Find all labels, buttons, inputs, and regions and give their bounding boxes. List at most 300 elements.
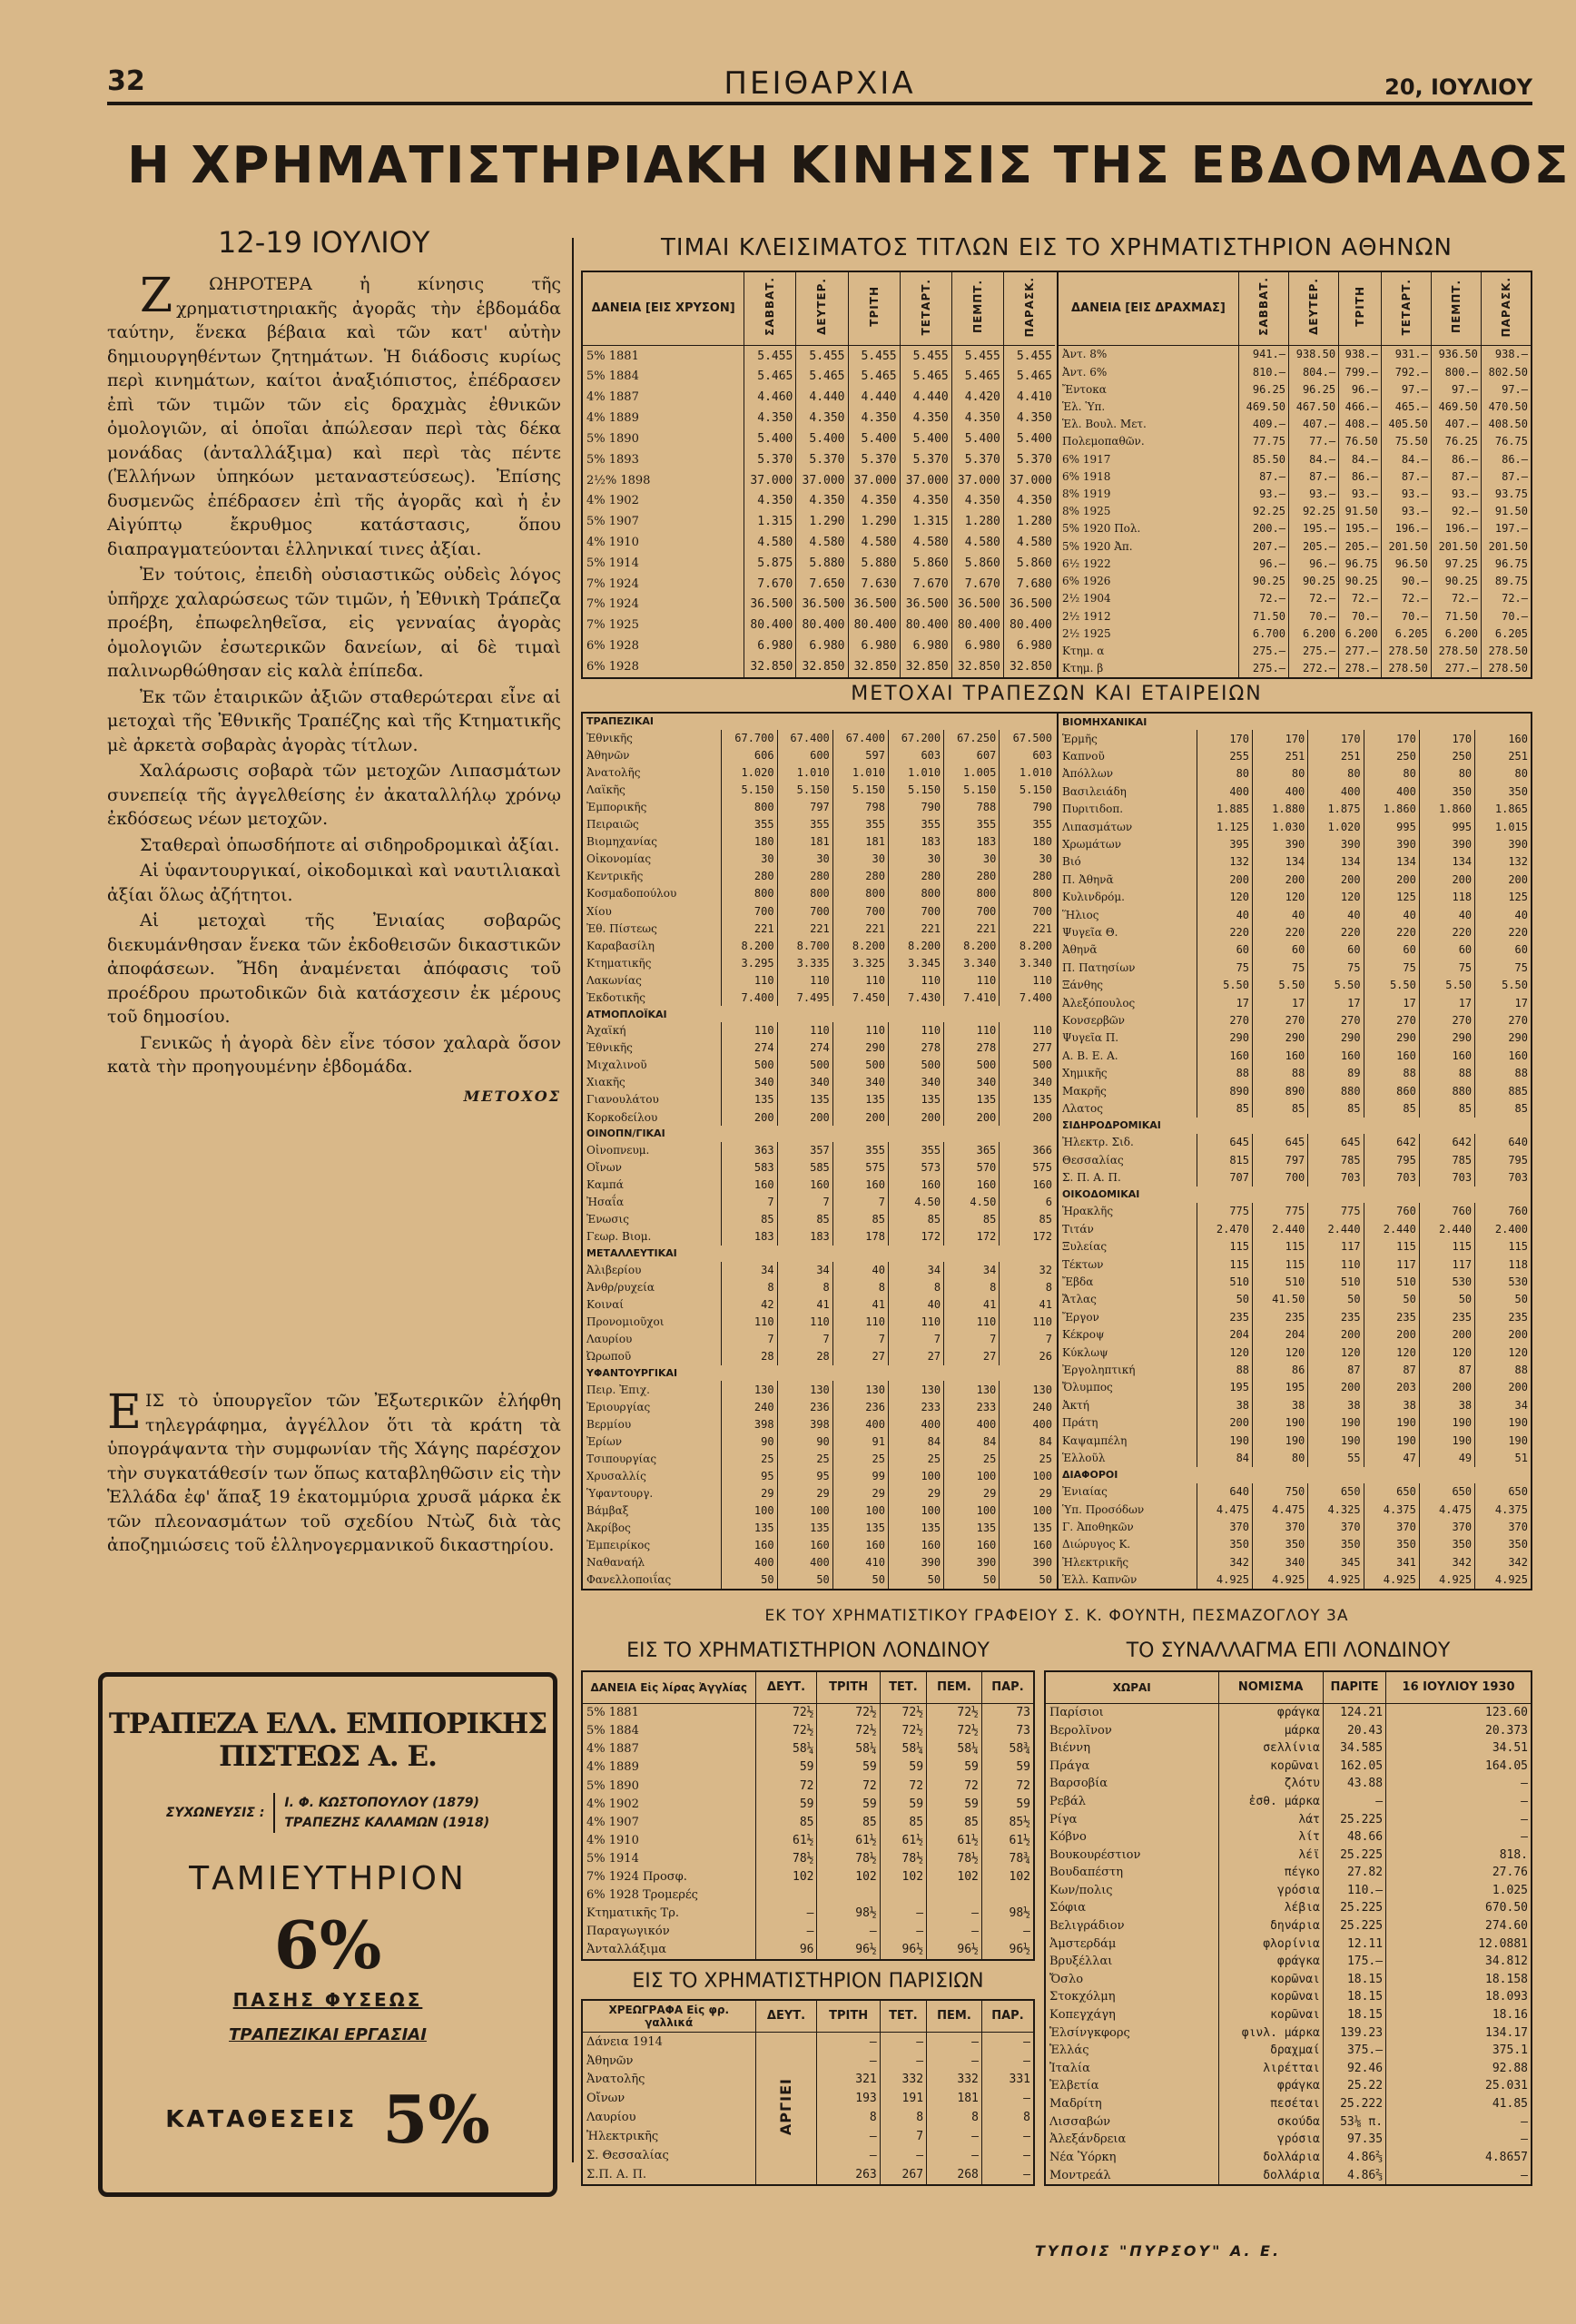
price-cell: 800 xyxy=(888,885,943,902)
value-cell: 191 xyxy=(880,2089,926,2108)
price-cell: 17 xyxy=(1308,994,1364,1011)
value-cell: 96½ xyxy=(981,1941,1033,1959)
column-header: ΧΡΕΩΓΡΑΦΑ Εἰς φρ. γαλλικά xyxy=(583,2001,755,2032)
price-cell: 233 xyxy=(944,1398,1000,1415)
market-article xyxy=(107,269,561,1116)
price-cell: 93.— xyxy=(1339,485,1382,502)
price-cell: 290 xyxy=(1308,1029,1364,1047)
price-cell: 5.150 xyxy=(944,782,1000,799)
table-row xyxy=(583,511,1055,532)
price-cell: 340 xyxy=(944,1074,1000,1091)
company-name: Ἐνωσις xyxy=(586,1213,629,1226)
price-cell: 172 xyxy=(1000,1228,1055,1246)
price-cell: 37.000 xyxy=(1003,470,1055,491)
price-cell: 190 xyxy=(1475,1432,1531,1449)
price-cell: 6.205 xyxy=(1381,625,1431,642)
price-cell: 790 xyxy=(1000,799,1055,816)
price-cell: 700 xyxy=(832,902,888,920)
value-cell: — xyxy=(927,1905,982,1923)
price-cell: 355 xyxy=(888,816,943,833)
price-cell: 110 xyxy=(888,1022,943,1039)
value-cell: 124.21 xyxy=(1323,1703,1385,1721)
table-row xyxy=(1058,747,1531,764)
price-cell: 41 xyxy=(832,1296,888,1314)
price-cell: 40 xyxy=(1197,906,1252,923)
price-cell: 575 xyxy=(832,1159,888,1177)
row-label: Στοκχόλμη xyxy=(1049,1990,1116,2004)
value-cell: — xyxy=(880,2146,926,2165)
category-row xyxy=(1058,1118,1531,1134)
price-cell: 75 xyxy=(1197,959,1252,976)
advert-savings-rate: 6% xyxy=(273,1906,382,1984)
value-cell: 102 xyxy=(817,1868,880,1886)
price-cell: 117 xyxy=(1308,1238,1364,1256)
category-label: ΜΕΤΑΛΛΕΥΤΙΚΑΙ xyxy=(586,1247,677,1260)
price-cell: 278 xyxy=(888,1039,943,1057)
day-header xyxy=(951,272,1003,345)
category-row xyxy=(1058,1467,1531,1483)
value-cell: σελλίνια xyxy=(1218,1739,1323,1758)
table-row xyxy=(1058,1571,1531,1589)
value-cell: 34.585 xyxy=(1323,1739,1385,1758)
table-row xyxy=(583,470,1055,491)
price-cell: 2.440 xyxy=(1419,1220,1474,1237)
row-label: 2½% 1898 xyxy=(586,473,651,487)
price-cell: 530 xyxy=(1475,1273,1531,1290)
day-label: ΔΕΥΤΕΡ. xyxy=(1307,278,1321,336)
value-cell: 59 xyxy=(817,1795,880,1813)
price-cell: 6 xyxy=(1000,1194,1055,1211)
company-name: Χίου xyxy=(586,904,612,918)
price-cell: 270 xyxy=(1364,1011,1419,1029)
bank-advert xyxy=(98,1672,557,2197)
table-row xyxy=(1058,1047,1531,1064)
company-name: Οἰκονομίας xyxy=(586,852,652,866)
table-row xyxy=(583,954,1055,971)
price-cell: 235 xyxy=(1475,1308,1531,1325)
price-cell: 75.50 xyxy=(1381,433,1431,450)
value-cell: 332 xyxy=(880,2071,926,2090)
price-cell: 190 xyxy=(1308,1413,1364,1431)
table-row xyxy=(1046,2166,1531,2184)
table-row xyxy=(1058,994,1531,1011)
price-cell: 1.880 xyxy=(1253,801,1308,818)
table-row xyxy=(1046,1971,1531,1989)
price-cell: 4.50 xyxy=(944,1194,1000,1211)
value-cell: 59 xyxy=(880,1758,926,1777)
column-header: ΠΕΜ. xyxy=(927,1672,982,1703)
price-cell: 785 xyxy=(1419,1151,1474,1168)
price-cell: 160 xyxy=(777,1177,832,1194)
price-cell: 4.375 xyxy=(1364,1501,1419,1518)
headline: Η ΧΡΗΜΑΤΙΣΤΗΡΙΑΚΗ ΚΙΝΗΣΙΣ ΤΗΣ ΕΒΔΟΜΑΔΟΣ xyxy=(127,136,1571,195)
price-cell: 25 xyxy=(832,1451,888,1468)
price-cell: 85 xyxy=(944,1211,1000,1228)
price-cell: 90.25 xyxy=(1431,573,1481,590)
category-label: ΒΙΟΜΗΧΑΝΙΚΑΙ xyxy=(1062,715,1148,728)
price-cell: 85 xyxy=(1197,1099,1252,1117)
price-cell: 220 xyxy=(1364,923,1419,940)
company-name: Ἠσαΐα xyxy=(586,1196,625,1209)
price-cell: 84.— xyxy=(1288,450,1338,468)
price-cell: 7 xyxy=(722,1194,777,1211)
price-cell: 37.000 xyxy=(951,470,1003,491)
price-cell: 72.— xyxy=(1288,590,1338,607)
price-cell: 67.400 xyxy=(832,730,888,747)
price-cell: 797 xyxy=(777,799,832,816)
company-name: Ἐμπειρίκος xyxy=(586,1539,651,1552)
price-cell: 89.75 xyxy=(1481,573,1531,590)
price-cell: 6.980 xyxy=(900,635,951,656)
price-cell: 700 xyxy=(888,902,943,920)
price-cell: 3.340 xyxy=(1000,954,1055,971)
price-cell: 190 xyxy=(1253,1432,1308,1449)
price-cell: 390 xyxy=(1419,835,1474,852)
price-cell: 32.850 xyxy=(744,656,796,677)
company-name: Γεωρ. Βιομ. xyxy=(586,1230,652,1244)
advert-merger-item: ΤΡΑΠΕΖΗΣ ΚΑΛΑΜΩΝ (1918) xyxy=(284,1816,490,1830)
price-cell: 200 xyxy=(1419,1379,1474,1396)
table-row xyxy=(583,1468,1055,1485)
price-cell: 118 xyxy=(1475,1256,1531,1273)
price-cell: 76.50 xyxy=(1339,433,1382,450)
value-cell: — xyxy=(927,2052,982,2071)
price-cell: 400 xyxy=(1253,783,1308,800)
advert-operations: ΤΡΑΠΕΖΙΚΑΙ ΕΡΓΑΣΙΑΙ xyxy=(229,2025,427,2044)
table-row xyxy=(1058,1501,1531,1518)
price-cell: 87.— xyxy=(1288,468,1338,485)
table-row xyxy=(1046,1846,1531,1864)
value-cell: — xyxy=(880,2052,926,2071)
table-row xyxy=(1058,1553,1531,1571)
price-cell: 408.— xyxy=(1339,416,1382,433)
price-cell: 34 xyxy=(777,1262,832,1279)
price-cell: 36.500 xyxy=(796,595,848,615)
value-cell: 78½ xyxy=(817,1849,880,1867)
table-row xyxy=(1046,2149,1531,2167)
column-header: ΔΑΝΕΙΑ Εἰς λίρας Ἀγγλίας xyxy=(583,1672,755,1703)
price-cell: 370 xyxy=(1475,1518,1531,1535)
price-cell: 221 xyxy=(832,920,888,937)
value-cell: 18.093 xyxy=(1386,1988,1531,2006)
price-cell: 4.350 xyxy=(951,490,1003,511)
company-name: Ἀκτή xyxy=(1062,1398,1089,1412)
price-cell: 201.50 xyxy=(1431,537,1481,555)
price-cell: 80 xyxy=(1253,765,1308,783)
price-cell: 2.440 xyxy=(1253,1220,1308,1237)
price-cell: 88 xyxy=(1197,1361,1252,1378)
price-cell: 190 xyxy=(1308,1432,1364,1449)
company-name: Λακωνίας xyxy=(586,973,642,987)
price-cell: 4.925 xyxy=(1253,1571,1308,1589)
price-cell: 2.440 xyxy=(1308,1220,1364,1237)
price-cell: 703 xyxy=(1364,1168,1419,1186)
value-cell: 123.60 xyxy=(1386,1703,1531,1721)
price-cell: 350 xyxy=(1364,1536,1419,1553)
price-cell: 200 xyxy=(1308,1326,1364,1344)
value-cell: — xyxy=(1386,1793,1531,1811)
company-name: Χρυσαλλίς xyxy=(586,1470,646,1483)
price-cell: 4.925 xyxy=(1308,1571,1364,1589)
price-cell: 5.150 xyxy=(777,782,832,799)
price-cell: 645 xyxy=(1308,1134,1364,1151)
price-cell: 60 xyxy=(1253,941,1308,959)
table-row xyxy=(1058,1308,1531,1325)
price-cell: 600 xyxy=(777,747,832,764)
price-cell: 290 xyxy=(1419,1029,1474,1047)
stocks-right-table xyxy=(1057,714,1531,1589)
price-cell: 800.— xyxy=(1431,363,1481,380)
value-cell: 96½ xyxy=(880,1941,926,1959)
price-cell: 355 xyxy=(1000,816,1055,833)
value-cell: φράγκα xyxy=(1218,1953,1323,1971)
category-row xyxy=(1058,1187,1531,1203)
table-row xyxy=(1046,2042,1531,2060)
price-cell: 510 xyxy=(1253,1273,1308,1290)
day-label: ΣΑΒΒΑΤ. xyxy=(1256,277,1270,337)
value-cell: κορῶναι xyxy=(1218,1988,1323,2006)
row-label: Μοντρεάλ xyxy=(1049,2168,1111,2182)
value-cell: 25.031 xyxy=(1386,2077,1531,2095)
price-cell: 4.925 xyxy=(1419,1571,1474,1589)
table-row xyxy=(1058,783,1531,800)
row-label: Ἀντ. 8% xyxy=(1062,348,1108,361)
table-row xyxy=(1058,1256,1531,1273)
price-cell: 798 xyxy=(832,799,888,816)
exchange-table xyxy=(1046,1672,1531,2184)
price-cell: 530 xyxy=(1419,1273,1474,1290)
row-label: 4% 1887 xyxy=(586,1742,639,1757)
price-cell: 5.455 xyxy=(796,345,848,367)
price-cell: 6.200 xyxy=(1339,625,1382,642)
advert-merger-label: ΣΥΧΩΝΕΥΣΙΣ : xyxy=(165,1806,265,1820)
value-cell: 59 xyxy=(927,1795,982,1813)
price-cell: 342 xyxy=(1475,1553,1531,1571)
price-cell: 7 xyxy=(1000,1331,1055,1348)
price-cell: 795 xyxy=(1364,1151,1419,1168)
price-cell: 645 xyxy=(1197,1134,1252,1151)
price-cell: 760 xyxy=(1475,1203,1531,1220)
price-cell: 90.25 xyxy=(1288,573,1338,590)
row-label: Ὄσλο xyxy=(1049,1972,1084,1986)
company-name: Τιτάν xyxy=(1062,1222,1094,1236)
row-label: Κτηματικῆς Τρ. xyxy=(586,1906,679,1921)
price-cell: 170 xyxy=(1253,730,1308,747)
company-name: Π. Ἀθηνᾶ xyxy=(1062,872,1114,886)
table-row xyxy=(583,1795,1033,1813)
price-cell: 17 xyxy=(1364,994,1419,1011)
value-cell: 53⅛ π. xyxy=(1323,2112,1385,2131)
price-cell: 221 xyxy=(722,920,777,937)
price-cell: 800 xyxy=(944,885,1000,902)
price-cell: 110 xyxy=(722,1022,777,1039)
price-cell: 160 xyxy=(722,1537,777,1554)
value-cell: λιρέτται xyxy=(1218,2060,1323,2078)
company-name: Ἀλιβερίου xyxy=(586,1264,642,1277)
table-row xyxy=(583,1159,1055,1177)
value-cell xyxy=(927,1886,982,1905)
price-cell: 195.— xyxy=(1339,520,1382,537)
price-cell: 97.— xyxy=(1381,380,1431,398)
value-cell: 85 xyxy=(927,1813,982,1831)
price-cell: 390 xyxy=(944,1554,1000,1571)
price-cell: 30 xyxy=(888,851,943,868)
category-row xyxy=(583,1246,1055,1262)
price-cell: 96.50 xyxy=(1381,555,1431,572)
column-header: ΤΡΙΤΗ xyxy=(817,2001,880,2032)
column-header: ΠΕΜ. xyxy=(927,2001,982,2032)
price-cell: 235 xyxy=(1419,1308,1474,1325)
price-cell: 645 xyxy=(1253,1134,1308,1151)
price-cell: 5.50 xyxy=(1419,976,1474,993)
day-header xyxy=(1481,272,1531,345)
price-cell: 51 xyxy=(1475,1449,1531,1466)
value-cell: 43.88 xyxy=(1323,1775,1385,1793)
company-name: Βιομηχανίας xyxy=(586,835,657,849)
value-cell: 48.66 xyxy=(1323,1828,1385,1846)
advert-merger xyxy=(103,1793,553,1833)
london-box xyxy=(581,1670,1035,1961)
price-cell: 87.— xyxy=(1238,468,1288,485)
category-label: ΥΦΑΝΤΟΥΡΓΙΚΑΙ xyxy=(586,1367,678,1380)
price-cell: 280 xyxy=(722,868,777,885)
row-label: 2½ 1904 xyxy=(1062,592,1111,606)
price-cell: 6.980 xyxy=(744,635,796,656)
price-cell: 469.50 xyxy=(1431,398,1481,415)
price-cell: 190 xyxy=(1419,1413,1474,1431)
value-cell: λέϊ xyxy=(1218,1846,1323,1864)
value-cell: φράγκα xyxy=(1218,1703,1323,1721)
table-row xyxy=(1058,468,1531,485)
price-cell: 8 xyxy=(832,1279,888,1296)
price-cell: 32.850 xyxy=(848,656,900,677)
price-cell: 1.030 xyxy=(1253,818,1308,835)
price-cell: 469.50 xyxy=(1238,398,1288,415)
price-cell: 60 xyxy=(1197,941,1252,959)
value-cell: 267 xyxy=(880,2165,926,2184)
price-cell: 5.400 xyxy=(951,428,1003,449)
price-cell: 29 xyxy=(722,1485,777,1502)
price-cell: 27 xyxy=(944,1348,1000,1365)
day-header xyxy=(1431,272,1481,345)
table-header-row xyxy=(583,1672,1033,1703)
category-row xyxy=(583,1365,1055,1382)
price-cell: 340 xyxy=(1000,1074,1055,1091)
price-cell: 90 xyxy=(777,1433,832,1451)
stocks-title: ΜΕΤΟΧΑΙ ΤΡΑΠΕΖΩΝ ΚΑΙ ΕΤΑΙΡΕΙΩΝ xyxy=(851,683,1263,705)
price-cell: 221 xyxy=(777,920,832,937)
price-cell: 642 xyxy=(1419,1134,1474,1151)
price-cell: 160 xyxy=(888,1177,943,1194)
price-cell: 110 xyxy=(832,971,888,989)
row-label: Νέα Ὑόρκη xyxy=(1049,2150,1117,2164)
price-cell: 7.450 xyxy=(832,989,888,1006)
price-cell: 96.— xyxy=(1238,555,1288,572)
company-name: Ὑπ. Προσόδων xyxy=(1062,1502,1145,1516)
price-cell: 775 xyxy=(1253,1203,1308,1220)
company-name: Κτηματικῆς xyxy=(586,956,652,970)
price-cell: 71.50 xyxy=(1431,607,1481,625)
price-cell: 1.865 xyxy=(1475,801,1531,818)
price-cell: 26 xyxy=(1000,1348,1055,1365)
price-cell: 110 xyxy=(832,1022,888,1039)
price-cell: 277.— xyxy=(1339,642,1382,659)
price-cell: 650 xyxy=(1475,1483,1531,1501)
price-cell: 810.— xyxy=(1238,363,1288,380)
price-cell: 775 xyxy=(1197,1203,1252,1220)
table-header-row xyxy=(583,2001,1033,2032)
price-cell: 804.— xyxy=(1288,363,1338,380)
price-cell: 5.400 xyxy=(900,428,951,449)
column-header: ΔΑΝΕΙΑ [ΕΙΣ ΔΡΑΧΜΑΣ] xyxy=(1058,272,1238,345)
price-cell: 4.580 xyxy=(744,532,796,553)
price-cell: 36.500 xyxy=(951,595,1003,615)
price-cell: 70.— xyxy=(1339,607,1382,625)
price-cell: 80 xyxy=(1197,765,1252,783)
price-cell: 500 xyxy=(1000,1057,1055,1074)
value-cell: — xyxy=(817,2146,880,2165)
athens-title: ΤΙΜΑΙ ΚΛΕΙΣΙΜΑΤΟΣ ΤΙΤΛΩΝ ΕΙΣ ΤΟ ΧΡΗΜΑΤΙΣΤΗΡΙΟΝ ΑΘΗΝΩΝ xyxy=(661,234,1453,261)
value-cell: γρόσια xyxy=(1218,1882,1323,1900)
value-cell: 193 xyxy=(817,2089,880,2108)
advert-bank-name: ΤΡΑΠΕΖΑ ΕΛΛ. ΕΜΠΟΡΙΚΗΣ ΠΙΣΤΕΩΣ Α. Ε. xyxy=(108,1708,547,1773)
price-cell: 340 xyxy=(888,1074,943,1091)
price-cell: 8 xyxy=(722,1279,777,1296)
table-row xyxy=(1058,363,1531,380)
price-cell: 190 xyxy=(1364,1413,1419,1431)
price-cell: 251 xyxy=(1308,747,1364,764)
price-cell: 190 xyxy=(1364,1432,1419,1449)
price-cell: 170 xyxy=(1197,730,1252,747)
price-cell: 270 xyxy=(1253,1011,1308,1029)
table-row xyxy=(583,851,1055,868)
value-cell: 72½ xyxy=(817,1722,880,1740)
price-cell: 938.— xyxy=(1481,345,1531,363)
table-row xyxy=(1058,416,1531,433)
price-cell: 204 xyxy=(1253,1326,1308,1344)
price-cell: 355 xyxy=(888,1142,943,1159)
row-label: Λισσαβών xyxy=(1049,2114,1111,2129)
price-cell: 29 xyxy=(832,1485,888,1502)
row-label: Ἀνταλλάξιμα xyxy=(586,1943,667,1957)
row-label: 4% 1910 xyxy=(586,535,639,549)
price-cell: 50 xyxy=(944,1571,1000,1589)
price-cell: 50 xyxy=(1197,1291,1252,1308)
price-cell: 72.— xyxy=(1481,590,1531,607)
price-cell: 5.50 xyxy=(1253,976,1308,993)
price-cell: 390 xyxy=(888,1554,943,1571)
price-cell: 1.860 xyxy=(1364,801,1419,818)
price-cell: 25 xyxy=(888,1451,943,1468)
table-row xyxy=(583,1228,1055,1246)
price-cell: 3.295 xyxy=(722,954,777,971)
day-header xyxy=(900,272,951,345)
price-cell: 4.350 xyxy=(848,490,900,511)
price-cell: 221 xyxy=(1000,920,1055,937)
value-cell: — xyxy=(1386,2112,1531,2131)
price-cell: 5.880 xyxy=(796,553,848,574)
price-cell: 93.— xyxy=(1238,485,1288,502)
price-cell: 340 xyxy=(1253,1553,1308,1571)
table-row xyxy=(1058,520,1531,537)
price-cell: 80.400 xyxy=(951,615,1003,635)
value-cell: — xyxy=(1386,1775,1531,1793)
price-cell: 92.— xyxy=(1431,503,1481,520)
table-row xyxy=(1046,1864,1531,1882)
drachma-loans-table xyxy=(1057,272,1531,677)
article-paragraph: Γενικῶς ἡ ἀγορὰ δὲν εἶνε τόσον χαλαρὰ ὅσον κατὰ τὴν προηγουμένην ἑβδομάδα. xyxy=(107,1032,561,1077)
price-cell: 36.500 xyxy=(1003,595,1055,615)
